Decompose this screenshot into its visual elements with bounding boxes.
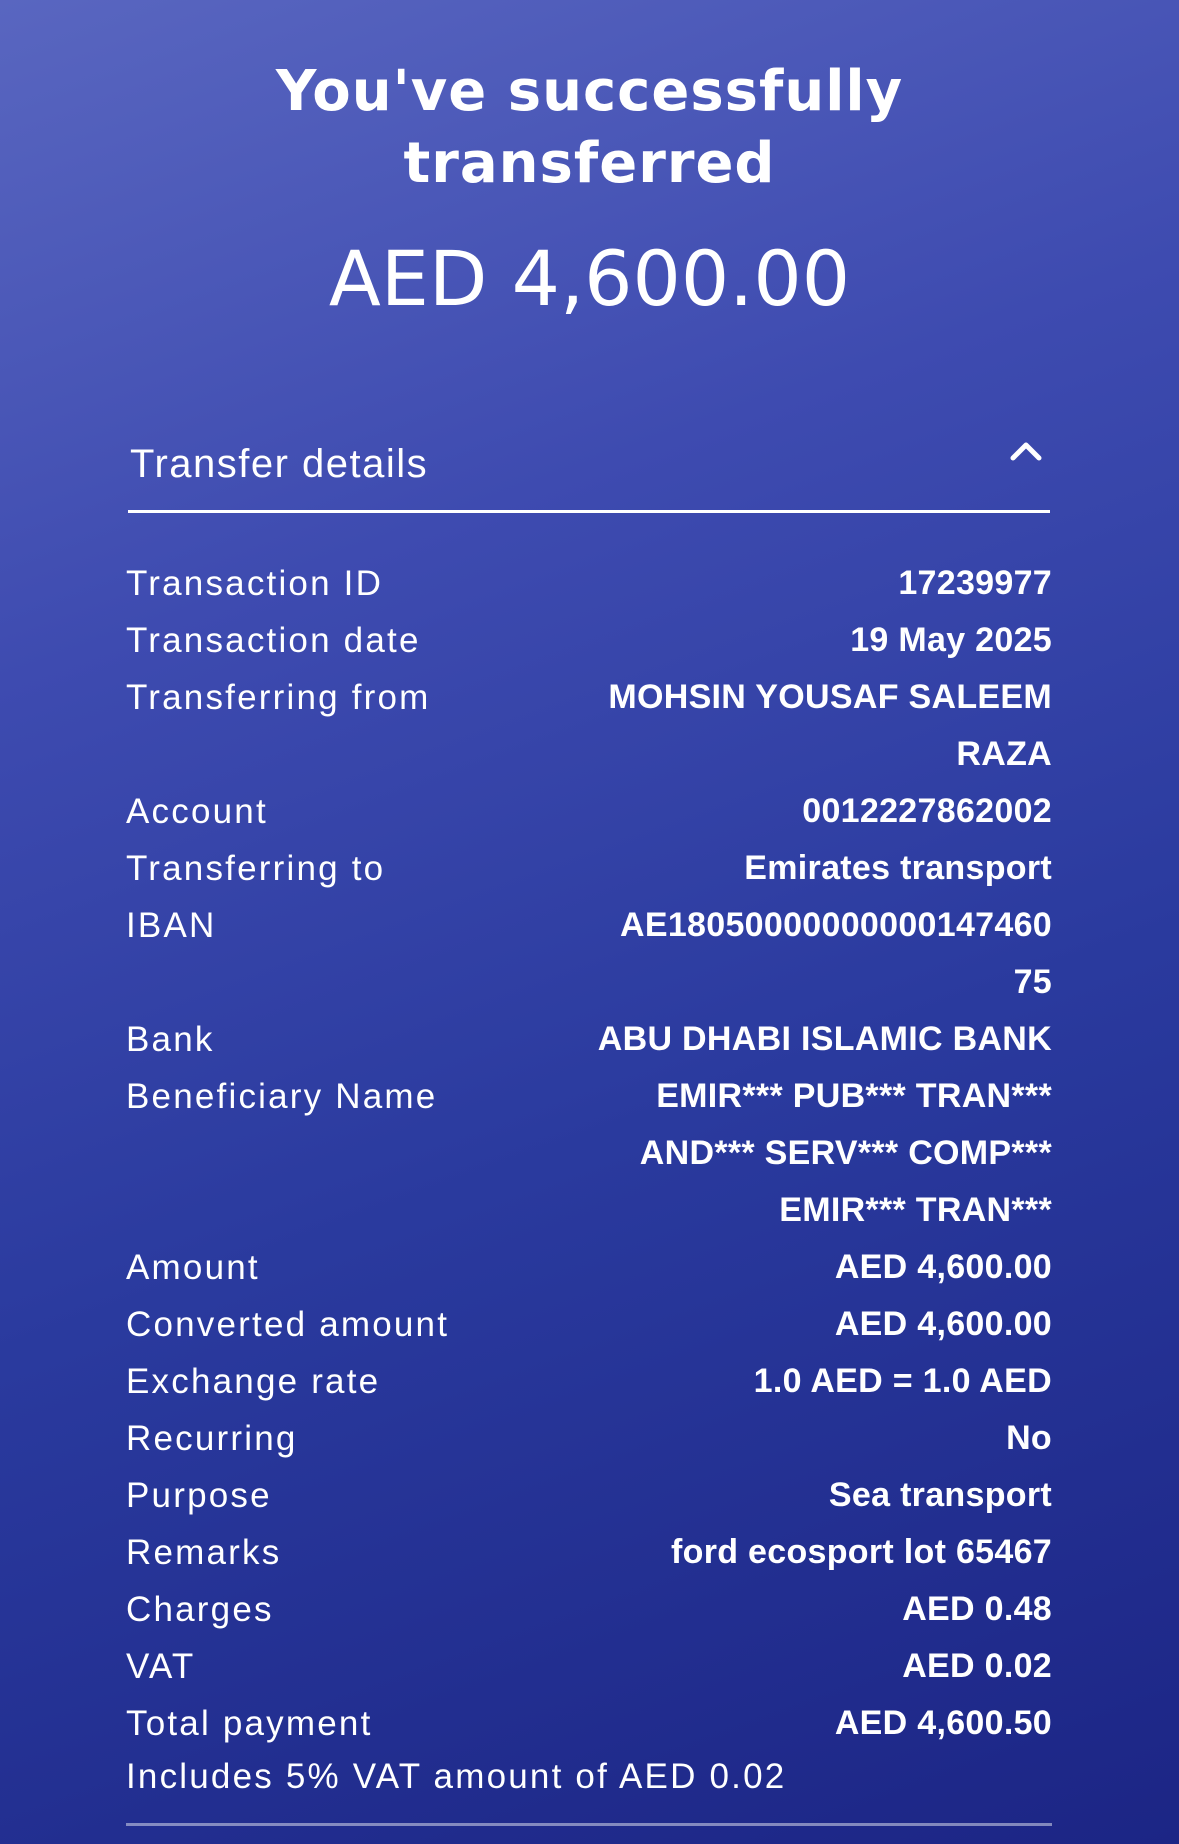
detail-value-line: RAZA — [956, 735, 1052, 773]
detail-value — [608, 669, 1052, 783]
detail-label: Amount — [126, 1248, 260, 1287]
detail-row-transferring-to — [126, 840, 1052, 897]
detail-value-line: 75 — [1013, 963, 1052, 1001]
detail-value: 1.0 AED = 1.0 AED — [753, 1362, 1052, 1400]
detail-label: Converted amount — [126, 1305, 450, 1344]
detail-value: 0012227862002 — [802, 792, 1052, 830]
detail-value: Emirates transport — [744, 849, 1052, 887]
detail-value: 17239977 — [898, 564, 1052, 602]
detail-row-iban — [126, 897, 1052, 1011]
detail-label: Transaction date — [126, 621, 421, 660]
detail-label: Total payment — [126, 1704, 373, 1743]
detail-row-converted-amount — [126, 1296, 1052, 1353]
transfer-details-list — [126, 555, 1052, 1802]
success-title — [0, 56, 1179, 200]
detail-row-exchange-rate — [126, 1353, 1052, 1410]
detail-value: Sea transport — [828, 1476, 1052, 1514]
detail-value: 19 May 2025 — [850, 621, 1052, 659]
detail-value-line: EMIR*** PUB*** TRAN*** — [656, 1077, 1052, 1115]
detail-row-total-payment — [126, 1695, 1052, 1752]
detail-value: AED 4,600.00 — [834, 1305, 1052, 1343]
detail-row-amount — [126, 1239, 1052, 1296]
detail-label: Transferring to — [126, 849, 386, 888]
detail-value-line: EMIR*** TRAN*** — [779, 1191, 1052, 1229]
success-title-line2: transferred — [403, 131, 776, 196]
detail-row-transferring-from — [126, 669, 1052, 783]
detail-label: Recurring — [126, 1419, 298, 1458]
detail-row-account — [126, 783, 1052, 840]
detail-row-bank — [126, 1011, 1052, 1068]
detail-label: Transaction ID — [126, 564, 384, 603]
detail-row-transaction-id — [126, 555, 1052, 612]
transfer-details-toggle[interactable] — [128, 430, 1050, 513]
detail-row-vat — [126, 1638, 1052, 1695]
detail-value: AED 0.02 — [902, 1647, 1052, 1685]
detail-label: Remarks — [126, 1533, 282, 1572]
detail-value — [640, 1068, 1052, 1239]
chevron-up-icon[interactable] — [1008, 434, 1044, 470]
detail-value: ford ecosport lot 65467 — [671, 1533, 1052, 1571]
detail-value: AED 0.48 — [902, 1590, 1052, 1628]
detail-label: IBAN — [126, 906, 217, 945]
detail-row-charges — [126, 1581, 1052, 1638]
transfer-details-title: Transfer details — [130, 442, 429, 486]
detail-value: AED 4,600.00 — [834, 1248, 1052, 1286]
detail-row-transaction-date — [126, 612, 1052, 669]
detail-row-beneficiary-name — [126, 1068, 1052, 1239]
detail-label: Exchange rate — [126, 1362, 381, 1401]
detail-row-recurring — [126, 1410, 1052, 1467]
detail-label: Transferring from — [126, 678, 431, 717]
detail-label: Account — [126, 792, 268, 831]
detail-label: Purpose — [126, 1476, 272, 1515]
detail-value-line: MOHSIN YOUSAF SALEEM — [608, 678, 1052, 716]
vat-note: Includes 5% VAT amount of AED 0.02 — [126, 1757, 787, 1796]
detail-label: Charges — [126, 1590, 274, 1629]
detail-label: Bank — [126, 1020, 215, 1059]
divider — [126, 1823, 1052, 1826]
detail-label: Beneficiary Name — [126, 1077, 438, 1116]
transferred-amount: AED 4,600.00 — [328, 234, 851, 323]
success-title-line1: You've successfully — [275, 59, 904, 124]
detail-value: AED 4,600.50 — [834, 1704, 1052, 1742]
detail-value: ABU DHABI ISLAMIC BANK — [597, 1020, 1052, 1058]
detail-value-line: AE18050000000000147460 — [619, 906, 1052, 944]
detail-value — [620, 897, 1052, 1011]
detail-label: VAT — [126, 1647, 196, 1686]
detail-row-remarks — [126, 1524, 1052, 1581]
detail-row-purpose — [126, 1467, 1052, 1524]
detail-value-line: AND*** SERV*** COMP*** — [639, 1134, 1052, 1172]
detail-value: No — [1006, 1419, 1052, 1457]
